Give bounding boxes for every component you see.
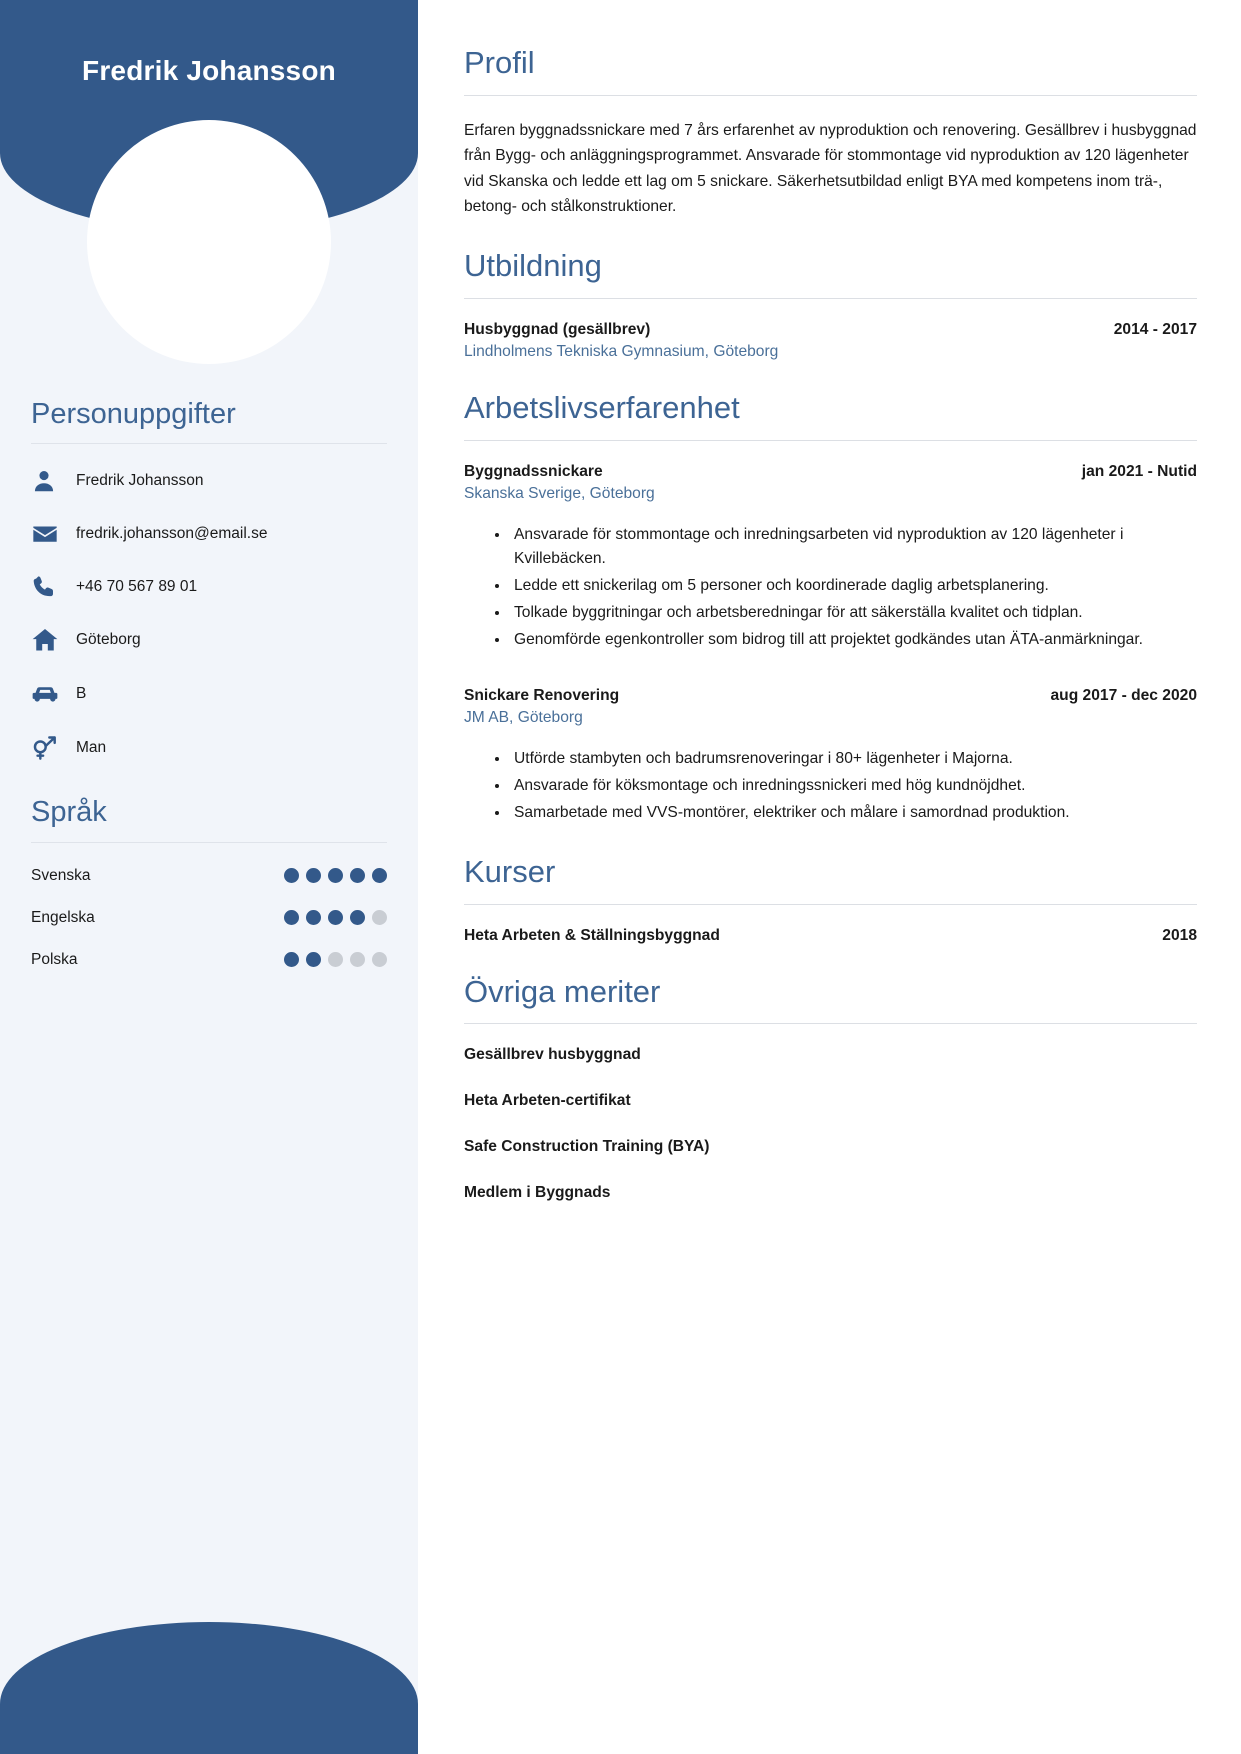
bullet-item: • Ledde ett snickerilag om 5 personer och koordinerade daglig arbetsplanering. (510, 574, 1197, 598)
language-rating (284, 910, 387, 925)
entry-bullets (464, 747, 1197, 825)
education-list (464, 321, 1197, 361)
personal-details-divider (31, 443, 387, 444)
entry (464, 463, 1197, 653)
personal-details-heading: Personuppgifter (31, 398, 236, 430)
profile-heading: Profil (464, 45, 535, 80)
contact-row-email[interactable] (31, 520, 387, 548)
language-row (31, 909, 387, 927)
language-heading: Språk (31, 796, 107, 829)
contact-value-gender: Man (76, 739, 107, 757)
phone-icon (31, 574, 69, 600)
education-heading: Utbildning (464, 248, 602, 284)
section-experience (464, 391, 1197, 825)
rating-dot (328, 910, 343, 925)
language-name: Polska (31, 950, 78, 968)
rating-dot (350, 910, 365, 925)
sidebar-content (0, 398, 418, 969)
avatar (87, 120, 331, 364)
section-education (464, 249, 1197, 361)
rating-dot (372, 910, 387, 925)
spacer (464, 829, 1197, 855)
entry-title: Heta Arbeten & Ställningsbyggnad (464, 926, 720, 944)
bullet-item: • Utförde stambyten och badrumsrenoveringar i 80+ lägenheter i Majorna. (510, 747, 1197, 771)
section-profile (464, 46, 1197, 219)
entry-subtitle: Skanska Sverige, Göteborg (464, 484, 655, 502)
entry-bullets (464, 523, 1197, 653)
merit-item: Gesällbrev husbyggnad (464, 1046, 641, 1064)
gender-icon (31, 734, 69, 762)
rating-dot (306, 952, 321, 967)
spacer (464, 365, 1197, 391)
contact-row-phone[interactable] (31, 574, 387, 600)
other-merits-heading: Övriga meriter (464, 973, 661, 1009)
courses-heading: Kurser (464, 854, 556, 890)
section-other-merits (464, 975, 1197, 1203)
spacer (464, 949, 1197, 975)
merit-item: Safe Construction Training (BYA) (464, 1138, 710, 1156)
contact-list (31, 468, 387, 762)
courses-list (464, 927, 1197, 945)
contact-row-gender (31, 734, 387, 762)
courses-divider (464, 904, 1197, 905)
contact-row-license (31, 680, 387, 708)
language-name: Engelska (31, 908, 95, 926)
bullet-item: • Genomförde egenkontroller som bidrog till att projektet godkändes utan ÄTA-anmärkningar. (510, 628, 1197, 652)
education-divider (464, 298, 1197, 299)
entry-header (464, 463, 1197, 481)
bullet-item: • Samarbetade med VVS-montörer, elektriker och målare i samordnad produktion. (510, 801, 1197, 825)
experience-list (464, 463, 1197, 825)
profile-text: Erfaren byggnadssnickare med 7 års erfarenhet av nyproduktion och renovering. Gesällbrev i husbyggnad från Bygg- och anläggningsprogrammet. Ansvarade för stommontage vid nyproduktion av 120 lägenheter vid Skanska och ledde ett lag om 5 snickare. Säkerhetsutbildad enligt BYA med kompetens inom trä-, betong- och stålkonstruktioner. (464, 121, 1197, 215)
contact-row-name (31, 468, 387, 494)
rating-dot (372, 868, 387, 883)
rating-dot (284, 952, 299, 967)
rating-dot (306, 868, 321, 883)
language-row (31, 951, 387, 969)
entry-header (464, 927, 1197, 945)
envelope-icon (31, 520, 69, 548)
merit-item: Heta Arbeten-certifikat (464, 1092, 631, 1110)
sidebar-footer-banner (0, 1622, 418, 1754)
language-name: Svenska (31, 866, 91, 884)
main-content (418, 0, 1241, 1754)
profile-divider (464, 95, 1197, 96)
entry-date: 2014 - 2017 (1113, 321, 1197, 339)
entry (464, 927, 1197, 945)
entry (464, 687, 1197, 825)
entry-subtitle: Lindholmens Tekniska Gymnasium, Göteborg (464, 343, 779, 361)
sidebar (0, 0, 418, 1754)
entry-date: jan 2021 - Nutid (1081, 462, 1197, 480)
entry-subtitle: JM AB, Göteborg (464, 708, 583, 726)
other-merits-list (464, 1046, 1197, 1202)
language-divider (31, 842, 387, 843)
section-courses (464, 855, 1197, 945)
entry (464, 321, 1197, 361)
contact-row-city (31, 626, 387, 654)
rating-dot (328, 868, 343, 883)
rating-dot (306, 910, 321, 925)
rating-dot (284, 868, 299, 883)
rating-dot (284, 910, 299, 925)
bullet-item: • Ansvarade för stommontage och inredningsarbeten vid nyproduktion av 120 lägenheter i Kvillebäcken. (510, 523, 1197, 571)
car-icon (31, 680, 69, 708)
candidate-name: Fredrik Johansson (82, 55, 336, 86)
contact-value-license: B (76, 685, 87, 703)
entry-title: Snickare Renovering (464, 686, 620, 704)
person-icon (31, 468, 69, 494)
rating-dot (372, 952, 387, 967)
language-rating (284, 868, 387, 883)
contact-value-email: fredrik.johansson@email.se (76, 525, 268, 543)
language-list (31, 867, 387, 969)
rating-dot (328, 952, 343, 967)
language-rating (284, 952, 387, 967)
experience-divider (464, 440, 1197, 441)
entry-date: 2018 (1162, 926, 1197, 944)
merit-item: Medlem i Byggnads (464, 1184, 611, 1202)
language-row (31, 867, 387, 885)
other-merits-divider (464, 1023, 1197, 1024)
contact-value-name: Fredrik Johansson (76, 472, 204, 490)
entry-header (464, 321, 1197, 339)
home-icon (31, 626, 69, 654)
rating-dot (350, 952, 365, 967)
experience-heading: Arbetslivserfarenhet (464, 390, 740, 426)
contact-value-city: Göteborg (76, 631, 141, 649)
entry-date: aug 2017 - dec 2020 (1050, 686, 1197, 704)
entry-header (464, 687, 1197, 705)
bullet-item: • Ansvarade för köksmontage och inredningssnickeri med hög kundnöjdhet. (510, 774, 1197, 798)
entry-title: Husbyggnad (gesällbrev) (464, 321, 651, 339)
contact-value-phone: +46 70 567 89 01 (76, 578, 198, 596)
bullet-item: • Tolkade byggritningar och arbetsberedningar för att säkerställa kvalitet och tidplan. (510, 601, 1197, 625)
entry-title: Byggnadssnickare (464, 462, 603, 480)
rating-dot (350, 868, 365, 883)
